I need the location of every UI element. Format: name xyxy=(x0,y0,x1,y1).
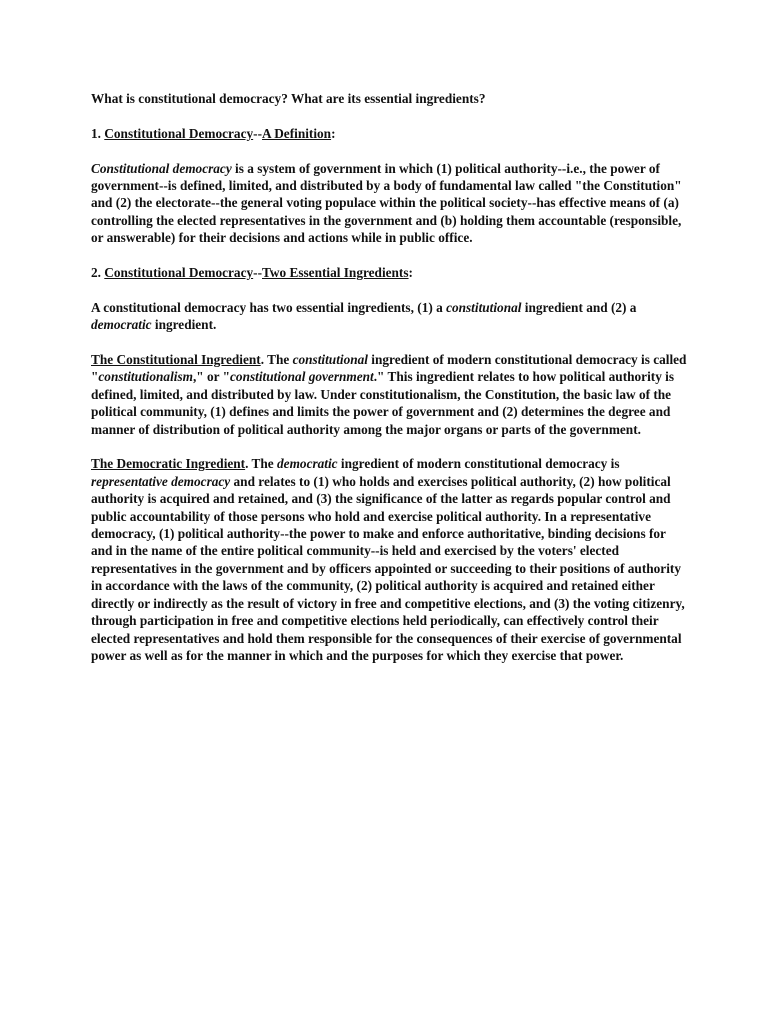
ingredients-italic-2: democratic xyxy=(91,317,152,333)
paragraph-gap xyxy=(91,281,687,298)
paragraph-gap xyxy=(91,438,687,455)
section-1-heading-a: Constitutional Democracy xyxy=(104,125,254,141)
section-1-separator: -- xyxy=(253,125,262,141)
constitutional-ingredient-paragraph xyxy=(91,351,687,438)
section-2-heading xyxy=(91,264,687,281)
question-line xyxy=(91,90,687,107)
paragraph-gap xyxy=(91,334,687,351)
section-1-heading-b: A Definition xyxy=(262,125,332,141)
section-2-separator: -- xyxy=(253,265,262,281)
question-text: What is constitutional democracy? What are its essential ingredients? xyxy=(91,91,486,106)
definition-term: Constitutional democracy xyxy=(91,160,232,176)
document-page xyxy=(91,90,687,664)
democratic-ingredient-heading: The Democratic Ingredient xyxy=(91,456,246,472)
ingredients-text-3: ingredient. xyxy=(151,317,217,333)
definition-text: is a system of government in which (1) political authority--i.e., the power of government--is defined, limited, and distributed by a body of fundamental law called "the Constitution" and (2) the electorate--the general voting populace within the political society--has effective means of (a) controlling the elected representatives in the government and (b) holding them accountable (responsible, or answerable) for their decisions and actions while in public office. xyxy=(91,160,682,246)
paragraph-gap xyxy=(91,142,687,159)
ingredients-italic-1: constitutional xyxy=(446,299,522,315)
constitutional-text-4: ." This ingredient relates to how political authority is defined, limited, and distributed by law. Under constitutionalism, the Constitution, the basic law of the political community, (1) defines and limits the power of government and (2) determines the degree and manner of distribution of political authority among the major organs or parts of the government. xyxy=(91,369,675,437)
constitutional-italic-1: constitutional xyxy=(292,352,368,368)
paragraph-gap xyxy=(91,247,687,264)
democratic-ingredient-paragraph xyxy=(91,455,687,664)
paragraph-gap xyxy=(91,107,687,124)
constitutional-italic-3: constitutional government xyxy=(230,369,374,385)
constitutional-text-3: ," or " xyxy=(192,369,231,385)
democratic-text-3: and relates to (1) who holds and exercises political authority, (2) how political authority is acquired and retained, and (3) the significance of the latter as regards popular control and public accountability of those persons who hold and exercise political authority. In a representative democracy, (1) political authority--the power to make and enforce authoritative, binding decisions for and in the name of the entire political community--is held and exercised by the voters' elected representatives in the government and by officers appointed or succeeding to their positions of authority in accordance with the laws of the community, (2) political authority is acquired and retained either directly or indirectly as the result of victory in free and competitive elections, and (3) the voting citizenry, through participation in free and competitive elections held periodically, can effectively control their elected representatives and hold them responsible for the consequences of their exercise of governmental power as well as for the manner in which and the purposes for which they exercise that power. xyxy=(91,473,685,663)
constitutional-ingredient-heading: The Constitutional Ingredient xyxy=(91,352,261,368)
constitutional-text-2: ingredient of modern constitutional democracy is called " xyxy=(91,352,687,385)
ingredients-text-1: A constitutional democracy has two essential ingredients, (1) a xyxy=(91,299,447,315)
democratic-italic-1: democratic xyxy=(277,456,338,472)
democratic-italic-2: representative democracy xyxy=(91,473,231,489)
section-2-colon: : xyxy=(408,265,413,281)
section-2-number: 2. xyxy=(91,265,105,281)
constitutional-italic-2: constitutionalism xyxy=(98,369,193,385)
section-1-colon: : xyxy=(331,125,336,141)
constitutional-text-1: . The xyxy=(260,352,293,368)
section-2-heading-b: Two Essential Ingredients xyxy=(262,265,409,281)
democratic-text-2: ingredient of modern constitutional democracy is xyxy=(337,456,620,472)
section-1-number: 1. xyxy=(91,125,105,141)
definition-paragraph xyxy=(91,160,687,247)
democratic-text-1: . The xyxy=(245,456,278,472)
ingredients-paragraph xyxy=(91,299,687,334)
section-1-heading xyxy=(91,125,687,142)
ingredients-text-2: ingredient and (2) a xyxy=(521,299,637,315)
section-2-heading-a: Constitutional Democracy xyxy=(104,265,254,281)
